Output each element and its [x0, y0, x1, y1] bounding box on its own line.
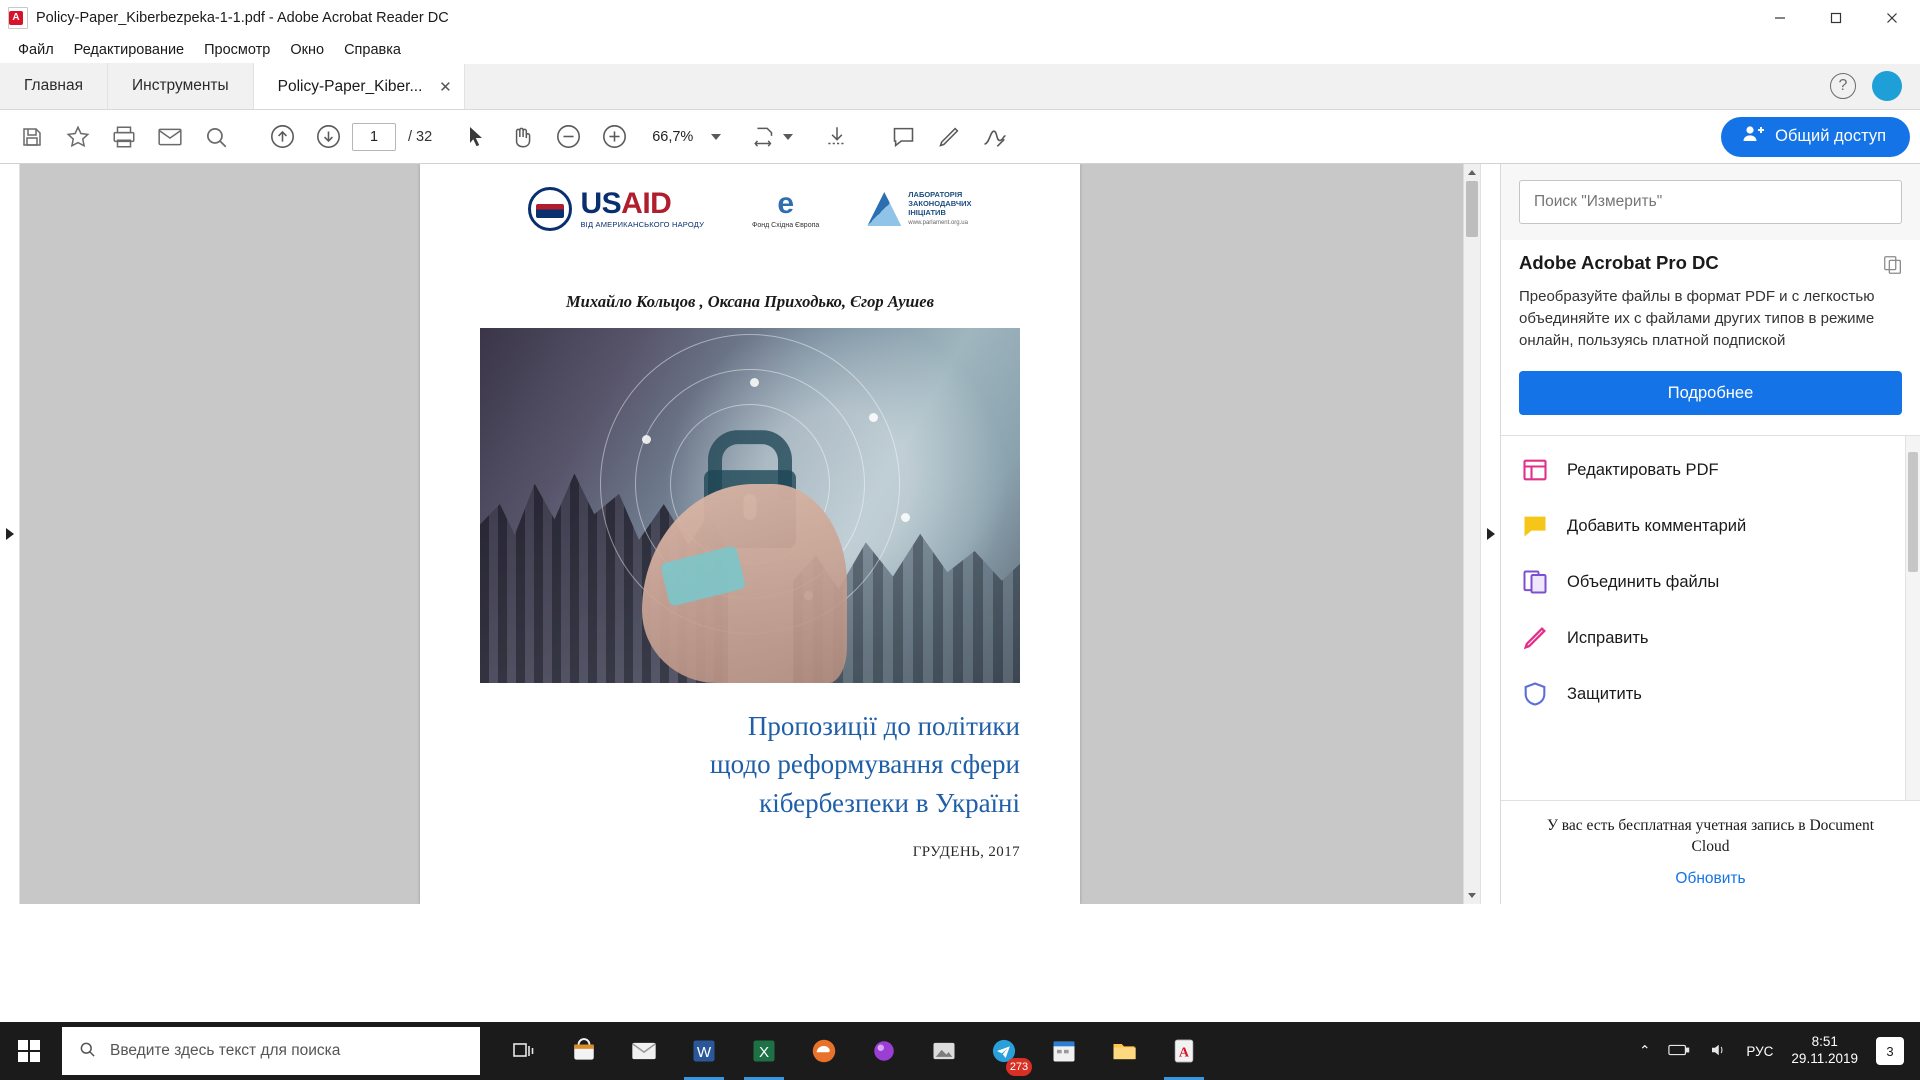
mail-icon[interactable]	[614, 1022, 674, 1080]
comment-icon	[1521, 512, 1549, 540]
zoom-level-value: 66,7%	[652, 128, 694, 145]
toolbar	[0, 110, 1920, 164]
tab-home[interactable]	[0, 63, 108, 109]
tab-document-label: Policy-Paper_Kiber...	[277, 78, 423, 95]
chevron-right-icon-2[interactable]	[1487, 528, 1495, 540]
window-title: Policy-Paper_Kiberbezpeka-1-1.pdf - Adobe Acrobat Reader DC	[36, 9, 449, 26]
clock[interactable]	[1791, 1034, 1858, 1068]
document-title-line-1: Пропозиції до політики	[747, 711, 1020, 741]
avatar[interactable]	[1872, 71, 1902, 101]
tool-combine-files-label: Объединить файлы	[1567, 572, 1720, 591]
tool-protect[interactable]	[1501, 666, 1920, 722]
fit-page-chevron-icon[interactable]	[783, 134, 793, 140]
download-icon[interactable]	[815, 116, 859, 158]
promo-title: Adobe Acrobat Pro DC	[1519, 252, 1719, 273]
photos-icon[interactable]	[914, 1022, 974, 1080]
share-person-icon	[1741, 122, 1765, 151]
panel-search-wrap	[1501, 164, 1920, 234]
page-number-input[interactable]	[352, 123, 396, 151]
left-pane-toggle[interactable]	[0, 164, 20, 904]
lab-mark-icon	[867, 192, 901, 226]
share-button[interactable]	[1721, 117, 1910, 157]
tool-fix[interactable]	[1501, 610, 1920, 666]
usaid-subtitle: ВІД АМЕРИКАНСЬКОГО НАРОДУ	[580, 220, 705, 230]
cover-image	[480, 328, 1020, 683]
acrobat-icon[interactable]	[1154, 1022, 1214, 1080]
menu-file[interactable]: Файл	[18, 42, 54, 58]
document-authors: Михайло Кольцов , Оксана Приходько, Єгор Аушев	[566, 292, 934, 311]
panel-scrollbar-thumb[interactable]	[1908, 452, 1918, 572]
language-indicator[interactable]: РУС	[1746, 1043, 1774, 1059]
tab-tools[interactable]	[108, 63, 254, 109]
system-tray	[1639, 1022, 1920, 1080]
menu-view[interactable]: Просмотр	[204, 42, 271, 58]
lab-line-2: ЗАКОНОДАВЧИХ	[908, 199, 972, 209]
sign-icon[interactable]	[973, 116, 1017, 158]
zoom-level-select[interactable]	[652, 129, 721, 145]
next-page-button[interactable]	[306, 116, 350, 158]
logo-row	[480, 174, 1020, 240]
lab-url: www.parlament.org.ua	[908, 219, 968, 226]
telegram-icon[interactable]	[974, 1022, 1034, 1080]
tools-panel	[1500, 164, 1920, 904]
windows-logo-icon	[18, 1040, 40, 1062]
promo-card	[1501, 240, 1920, 436]
right-pane-toggle[interactable]	[1480, 164, 1500, 904]
document-title-line-3: кібербезпеки в Україні	[759, 787, 1020, 818]
taskbar	[0, 1022, 1920, 1080]
ball-icon[interactable]	[854, 1022, 914, 1080]
tools-list	[1501, 436, 1920, 799]
share-button-label: Общий доступ	[1775, 127, 1886, 145]
document-cloud-note	[1501, 800, 1920, 904]
lab-line-3: ІНІЦІАТИВ	[908, 207, 946, 217]
zoom-out-icon[interactable]	[546, 116, 590, 158]
edit-pdf-icon	[1521, 456, 1549, 484]
title-bar	[0, 0, 1920, 36]
clock-date: 29.11.2019	[1791, 1051, 1858, 1066]
scrollbar-thumb[interactable]	[1466, 181, 1478, 237]
task-view-icon[interactable]	[494, 1022, 554, 1080]
zoom-in-icon[interactable]	[592, 116, 636, 158]
tray-chevron-icon[interactable]: ⌃	[1639, 1043, 1651, 1058]
page-count-label: / 32	[408, 128, 433, 145]
battery-icon[interactable]	[1668, 1042, 1690, 1061]
taskbar-search-placeholder: Введите здесь текст для поиска	[110, 1042, 341, 1059]
start-button[interactable]	[0, 1022, 58, 1080]
usaid-seal-icon	[528, 187, 572, 231]
menu-bar	[0, 36, 1920, 64]
fit-page-icon[interactable]	[743, 116, 787, 158]
word-icon[interactable]	[674, 1022, 734, 1080]
tool-add-comment-label: Добавить комментарий	[1567, 516, 1747, 535]
minimize-button[interactable]	[1752, 0, 1808, 36]
document-title	[480, 707, 1020, 822]
combine-files-icon	[1521, 568, 1549, 596]
taskbar-icons	[494, 1022, 1214, 1080]
promo-copy: Преобразуйте файлы в формат PDF и с легкостью объединяйте их с файлами других типов в режиме онлайн, пользуясь платной подпиской	[1519, 288, 1875, 349]
efe-mark-icon: е	[777, 187, 794, 220]
scroll-down-icon[interactable]	[1464, 887, 1480, 904]
help-icon[interactable]: ?	[1830, 73, 1856, 99]
maximize-button[interactable]	[1808, 0, 1864, 36]
pdf-icon: A	[8, 7, 28, 29]
search-input[interactable]	[1519, 180, 1902, 224]
tab-bar-right	[1830, 63, 1920, 109]
protect-shield-icon	[1521, 680, 1549, 708]
search-icon[interactable]	[194, 116, 238, 158]
fix-icon	[1521, 624, 1549, 652]
cursor-icon[interactable]	[454, 116, 498, 158]
usaid-us-text: US	[580, 187, 622, 221]
tab-home-label: Главная	[24, 77, 83, 94]
tab-tools-label: Инструменты	[132, 77, 229, 94]
save-icon[interactable]	[10, 116, 54, 158]
search-icon	[78, 1040, 96, 1063]
telegram-badge: 273	[1006, 1058, 1032, 1076]
file-explorer-icon[interactable]	[1094, 1022, 1154, 1080]
tool-combine-files[interactable]	[1501, 554, 1920, 610]
svg-text:X: X	[758, 1043, 770, 1061]
chevron-right-icon[interactable]	[6, 528, 14, 540]
menu-edit[interactable]: Редактирование	[73, 42, 185, 58]
efe-subtitle: Фонд Східна Європа	[752, 222, 820, 229]
edge-icon[interactable]	[794, 1022, 854, 1080]
previous-page-button[interactable]	[260, 116, 304, 158]
menu-window[interactable]: Окно	[290, 42, 325, 58]
notification-badge[interactable]: 3	[1876, 1037, 1904, 1065]
tool-add-comment[interactable]	[1501, 498, 1920, 554]
svg-text:W: W	[696, 1043, 712, 1061]
tool-edit-pdf-label: Редактировать PDF	[1567, 460, 1719, 479]
tool-edit-pdf[interactable]	[1501, 442, 1920, 498]
copy-icon[interactable]	[1882, 254, 1904, 279]
tab-bar	[0, 64, 1920, 110]
star-icon[interactable]	[56, 116, 100, 158]
legislative-initiatives-lab-logo	[867, 191, 971, 227]
microsoft-store-icon[interactable]	[554, 1022, 614, 1080]
close-button[interactable]	[1864, 0, 1920, 36]
taskbar-search[interactable]	[62, 1027, 480, 1075]
learn-more-button[interactable]: Подробнее	[1519, 371, 1902, 415]
document-title-line-2: щодо реформування сфери	[709, 749, 1020, 780]
usaid-aid-text: AID	[621, 187, 672, 221]
document-date: ГРУДЕНЬ, 2017	[912, 843, 1020, 860]
excel-icon[interactable]	[734, 1022, 794, 1080]
document-cloud-text: У вас есть бесплатная учетная запись в Document Cloud	[1546, 816, 1875, 856]
chevron-down-icon[interactable]	[711, 134, 721, 140]
window-controls	[1752, 0, 1920, 36]
clock-time: 8:51	[1811, 1034, 1838, 1050]
tab-document[interactable]	[254, 63, 466, 109]
svg-text:A: A	[1178, 1044, 1190, 1061]
close-icon[interactable]: ✕	[439, 79, 452, 96]
lab-line-1: ЛАБОРАТОРІЯ	[908, 190, 963, 200]
tool-fix-label: Исправить	[1567, 628, 1649, 647]
comment-icon[interactable]	[881, 116, 925, 158]
calendar-icon[interactable]	[1034, 1022, 1094, 1080]
tool-protect-label: Защитить	[1567, 684, 1642, 703]
mail-icon[interactable]	[148, 116, 192, 158]
volume-icon[interactable]	[1708, 1041, 1728, 1062]
hand-icon[interactable]	[500, 116, 544, 158]
scroll-up-icon[interactable]	[1464, 164, 1480, 181]
east-europe-foundation-logo	[752, 189, 819, 229]
highlight-icon[interactable]	[927, 116, 971, 158]
document-scrollbar[interactable]	[1463, 164, 1480, 904]
main-area	[0, 164, 1920, 904]
menu-help[interactable]: Справка	[344, 42, 401, 58]
panel-scrollbar[interactable]	[1905, 436, 1920, 799]
print-icon[interactable]	[102, 116, 146, 158]
upgrade-link[interactable]: Обновить	[1675, 870, 1746, 887]
usaid-logo	[528, 187, 704, 231]
document-viewer[interactable]	[20, 164, 1480, 904]
pdf-page	[420, 164, 1080, 904]
